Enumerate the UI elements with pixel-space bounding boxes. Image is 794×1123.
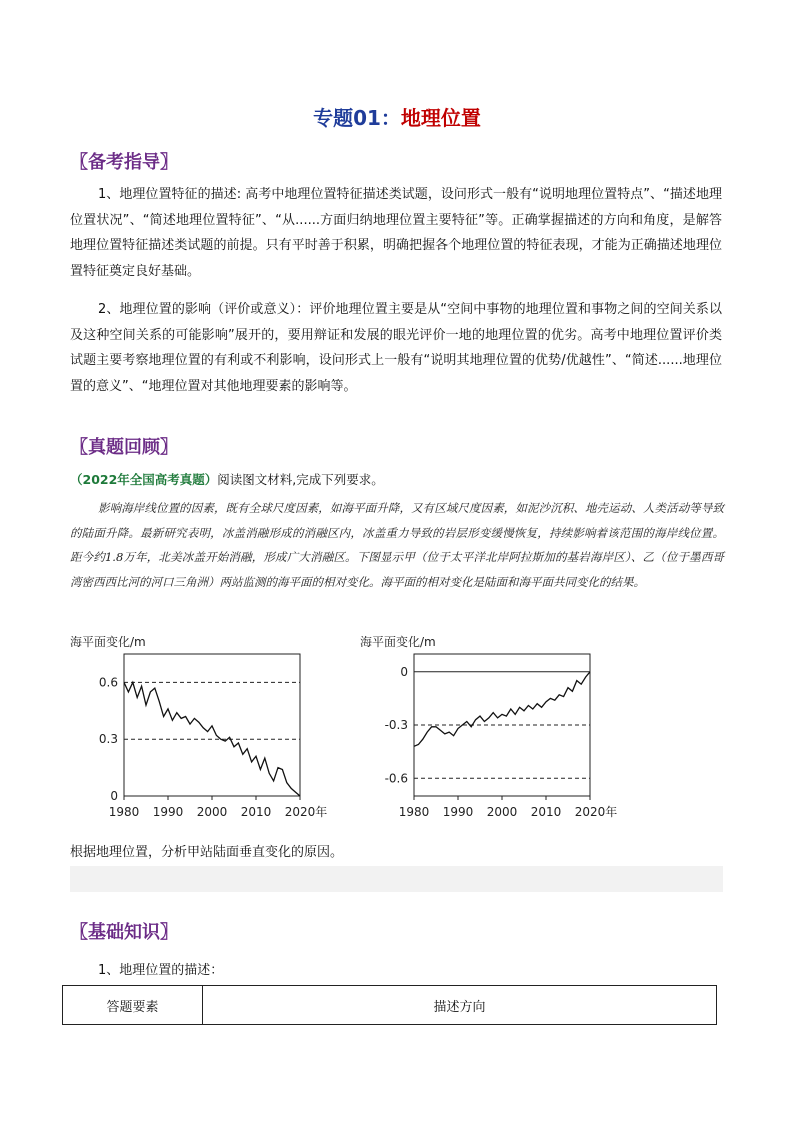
guide-paragraph-1: 1、地理位置特征的描述: 高考中地理位置特征描述类试题，设问形式一般有“说明地理位置特点”、“描述地理位置状况”、“简述地理位置特征”、“从......方面归纳地理位置主要特征”等。正确掌握描述的方向和角度，是解答地理位置特征描述类试题的前提。只有平时善于积累，明确把握各个地理位置的特征表现，才能为正确描述地理位置特征奠定良好基础。 (70, 187, 722, 279)
question-intro (70, 470, 384, 488)
jia-ytick-0: 0 (110, 789, 118, 803)
jia-ytick-2: 0.6 (98, 675, 118, 690)
table-header-direction: 描述方向 (203, 986, 717, 1025)
chart-jia (62, 628, 352, 840)
table-header-row (63, 986, 717, 1025)
answer-elements-table (62, 985, 717, 1025)
question-text: 根据地理位置，分析甲站陆面垂直变化的原因。 (70, 845, 344, 860)
exam-source: （2022年全国高考真题） (70, 472, 218, 487)
page-title (0, 102, 794, 131)
yi-ytick-0: 0 (400, 664, 408, 679)
yi-ytick-1: -0.3 (384, 718, 408, 732)
jia-ylabel: 海平面变化/m (70, 635, 146, 649)
jia-xtick-4: 2020年 (284, 805, 328, 819)
yi-ylabel: 海平面变化/m (360, 635, 436, 649)
yi-series-line (414, 672, 590, 747)
yi-xtick-4: 2020年 (574, 805, 618, 819)
jia-xtick-3: 2010 (240, 805, 272, 819)
yi-xtick-1: 1990 (442, 805, 474, 819)
guide-paragraph-2: 2、地理位置的影响（评价或意义）：评价地理位置主要是从“空间中事物的地理位置和事物之间的空间关系以及这种空间关系的可能影响”展开的，要用辩证和发展的眼光评价一地的地理位置的优劣。高考中地理位置评价类试题主要考察地理位置的有利或不利影响，设问形式上一般有“说明其地理位置的优势/优越性”、“简述......地理位置的意义”、“地理位置对其他地理要素的影响等。 (70, 302, 722, 394)
jia-ytick-1: 0.3 (98, 732, 118, 747)
answer-area[interactable] (70, 866, 723, 892)
table-header-elements: 答题要素 (63, 986, 203, 1025)
section-heading-basics: 〖基础知识〗 (70, 922, 178, 943)
jia-xtick-1: 1990 (152, 805, 184, 819)
yi-xtick-0: 1980 (398, 805, 430, 819)
title-prefix: 专题01： (313, 106, 401, 130)
jia-xtick-2: 2000 (196, 805, 228, 819)
instruction-text: 阅读图文材料,完成下列要求。 (217, 472, 384, 487)
material-text: 影响海岸线位置的因素，既有全球尺度因素，如海平面升降，又有区域尺度因素，如泥沙沉积、地壳运动、人类活动等导致的陆面升降。最新研究表明，冰盖消融形成的消融区内，冰盖重力导致的岩层形变缓慢恢复，持续影响着该范围的海岸线位置。距今约1.8万年，北美冰盖开始消融，形成广大消融区。下图显示甲（位于太平洋北岸阿拉斯加的基岩海岸区）、乙（位于墨西哥湾密西西比河的河口三角洲）两站监测的海平面的相对变化。海平面的相对变化是陆面和海平面共同变化的结果。 (70, 501, 724, 589)
jia-xtick-0: 1980 (108, 805, 140, 819)
basics-item-1: 1、地理位置的描述： (98, 963, 224, 978)
yi-xtick-3: 2010 (530, 805, 562, 819)
yi-xtick-2: 2000 (486, 805, 518, 819)
yi-ytick-2: -0.6 (384, 771, 408, 786)
section-heading-review: 〖真题回顾〗 (70, 437, 178, 458)
title-topic: 地理位置 (400, 106, 481, 130)
chart-yi (352, 628, 652, 840)
section-heading-guide: 〖备考指导〗 (70, 152, 178, 173)
